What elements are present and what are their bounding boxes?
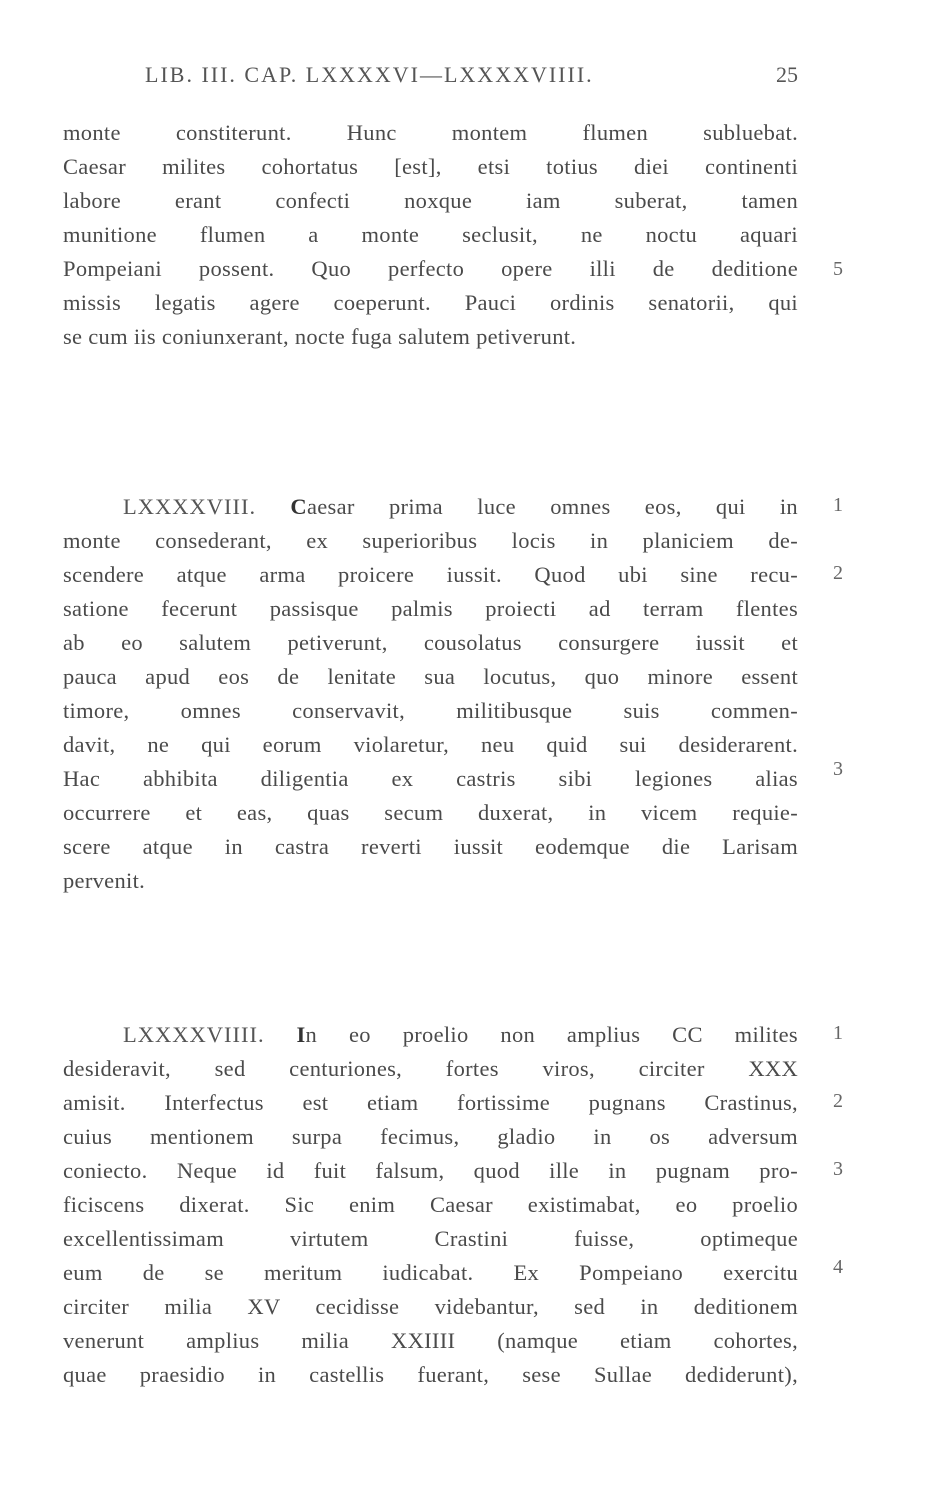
text-line: monte consederant, ex superioribus locis in planiciem de-: [63, 528, 798, 553]
chapter-lxxxxviii: [63, 490, 798, 898]
text-line: occurrere et eas, quas secum duxerat, in vicem requie-: [63, 800, 798, 825]
text-line: pauca apud eos de lenitate sua locutus, quo minore essent: [63, 664, 798, 689]
text-line: scere atque in castra reverti iussit eodemque die Larisam: [63, 834, 798, 859]
chapter-heading: LXXXXVIIII.: [123, 1022, 265, 1047]
text-line: labore erant confecti noxque iam suberat, tamen: [63, 188, 798, 213]
text-line: circiter milia XV cecidisse videbantur, sed in deditionem: [63, 1294, 798, 1319]
margin-number: 3: [833, 1158, 843, 1180]
initial-letter: I: [296, 1022, 306, 1047]
text-line: munitione flumen a monte seclusit, ne noctu aquari: [63, 222, 798, 247]
text-line: satione fecerunt passisque palmis proiecti ad terram flentes: [63, 596, 798, 621]
text-line: ab eo salutem petiverunt, cousolatus consurgere iussit et: [63, 630, 798, 655]
text-line: quae praesidio in castellis fuerant, sese Sullae dediderunt),: [63, 1362, 798, 1387]
chapter-heading: LXXXXVIII.: [123, 494, 257, 519]
margin-number: 3: [833, 758, 843, 780]
text-line: pervenit.: [63, 868, 146, 893]
margin-number: 4: [833, 1256, 843, 1278]
margin-number: 2: [833, 562, 843, 584]
paragraph-continuation: [63, 116, 798, 354]
text-line: ficiscens dixerat. Sic enim Caesar existimabat, eo proelio: [63, 1192, 798, 1217]
margin-number: 5: [833, 258, 843, 280]
text-line: amisit. Interfectus est etiam fortissime pugnans Crastinus,: [63, 1090, 798, 1115]
chapter-lxxxxviiii: [63, 1018, 798, 1392]
margin-number: 1: [833, 494, 843, 516]
first-line-text: n eo proelio non amplius CC milites: [305, 1022, 798, 1047]
initial-letter: C: [290, 494, 307, 519]
text-line: venerunt amplius milia XXIIII (namque etiam cohortes,: [63, 1328, 798, 1353]
page-number: 25: [776, 62, 798, 87]
running-title: LIB. III. CAP. LXXXXVI—LXXXXVIIII.: [145, 62, 594, 87]
text-line: missis legatis agere coeperunt. Pauci ordinis senatorii, qui: [63, 290, 798, 315]
text-line: Caesar milites cohortatus [est], etsi totius diei continenti: [63, 154, 798, 179]
margin-number: 2: [833, 1090, 843, 1112]
text-line: cuius mentionem surpa fecimus, gladio in os adversum: [63, 1124, 798, 1149]
text-line: excellentissimam virtutem Crastini fuisse, optimeque: [63, 1226, 798, 1251]
chapter-first-line: [63, 490, 798, 524]
text-line: eum de se meritum iudicabat. Ex Pompeiano exercitu: [63, 1260, 798, 1285]
text-line: coniecto. Neque id fuit falsum, quod ille in pugnam pro-: [63, 1158, 798, 1183]
text-line: scendere atque arma proicere iussit. Quod ubi sine recu-: [63, 562, 798, 587]
margin-number: 1: [833, 1022, 843, 1044]
text-line: Pompeiani possent. Quo perfecto opere illi de deditione: [63, 256, 798, 281]
text-line: monte constiterunt. Hunc montem flumen subluebat.: [63, 120, 798, 145]
text-line: se cum iis coniunxerant, nocte fuga salutem petiverunt.: [63, 324, 577, 349]
text-line: Hac abhibita diligentia ex castris sibi legiones alias: [63, 766, 798, 791]
text-line: davit, ne qui eorum violaretur, neu quid sui desiderarent.: [63, 732, 798, 757]
chapter-first-line: [63, 1018, 798, 1052]
first-line-text: aesar prima luce omnes eos, qui in: [306, 494, 798, 519]
text-line: timore, omnes conservavit, militibusque suis commen-: [63, 698, 798, 723]
text-line: desideravit, sed centuriones, fortes viros, circiter XXX: [63, 1056, 798, 1081]
